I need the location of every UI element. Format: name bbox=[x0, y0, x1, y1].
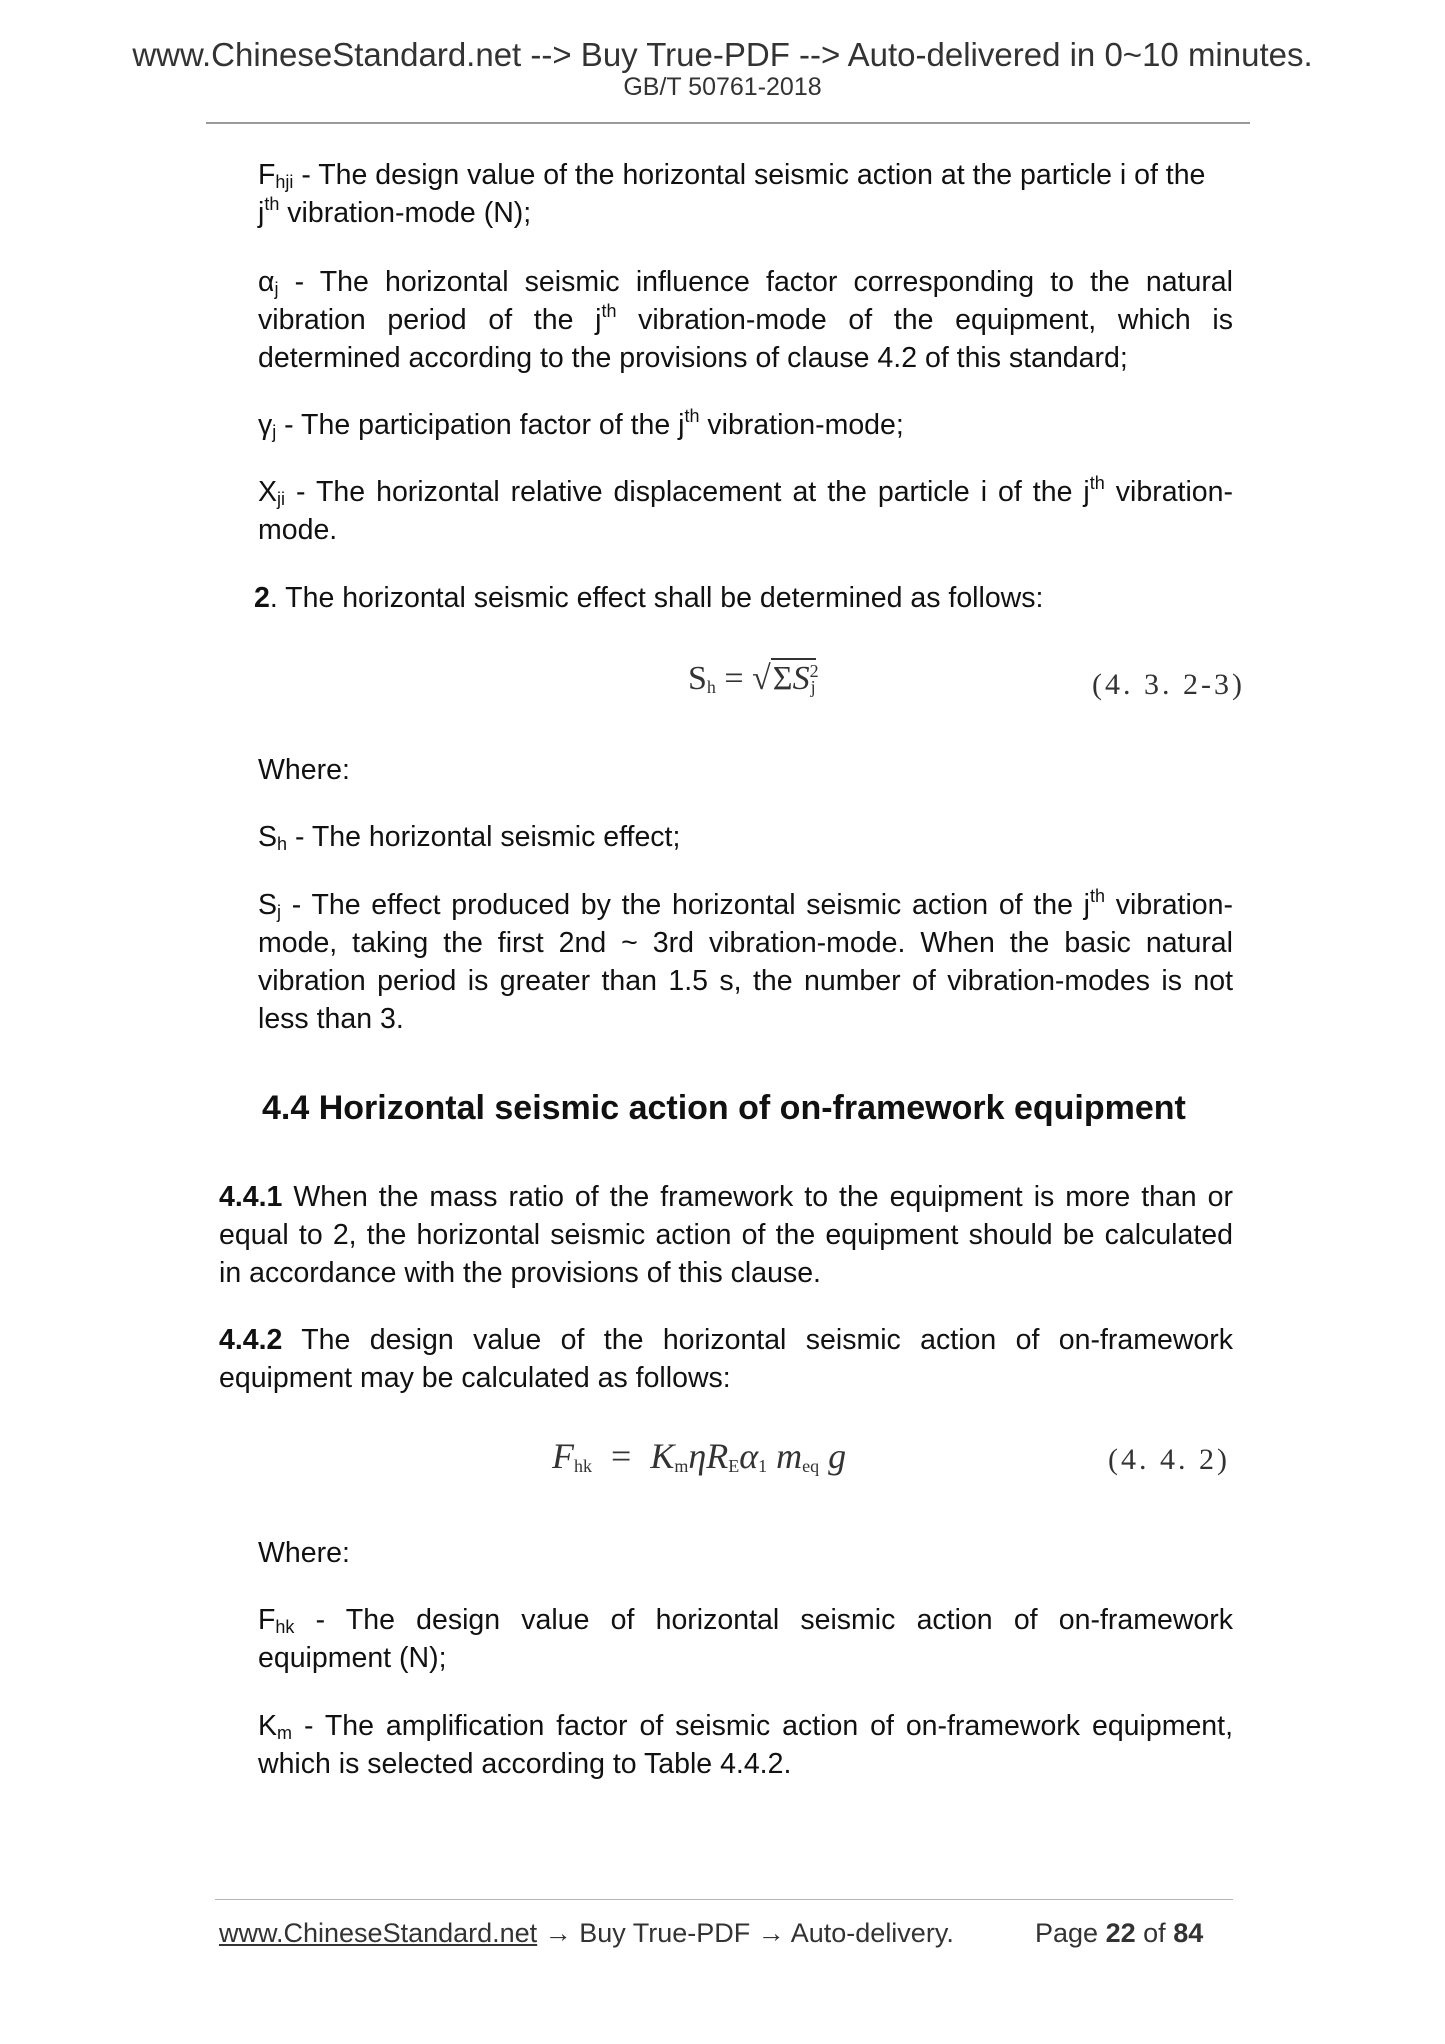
equation-number-4-4-2: (4. 4. 2) bbox=[1108, 1443, 1230, 1476]
definition-text: - The amplification factor of seismic action of on-framework equipment, which is selected according to Table 4.4.2. bbox=[258, 1710, 1233, 1780]
page-number: 22 bbox=[1105, 1918, 1136, 1948]
item-2 bbox=[254, 579, 1229, 617]
formula-var-sup: 2 bbox=[809, 661, 819, 681]
formula-sum: Σ bbox=[772, 660, 793, 697]
clause-4-4-1 bbox=[219, 1178, 1233, 1292]
formula-lhs-sub: h bbox=[706, 677, 716, 697]
symbol: α bbox=[258, 266, 275, 298]
footer-link[interactable]: www.ChineseStandard.net bbox=[219, 1918, 538, 1948]
formula-equals: = bbox=[611, 1436, 632, 1476]
symbol-subscript: j bbox=[277, 902, 282, 922]
symbol-subscript: ji bbox=[277, 489, 286, 509]
definition-text: - The horizontal relative displacement at the particle i of the j bbox=[285, 476, 1090, 508]
definition-sh bbox=[258, 818, 1233, 856]
formula-4-4-2 bbox=[552, 1435, 846, 1477]
definition-text: vibration-mode; bbox=[699, 409, 904, 441]
formula-var: S bbox=[792, 660, 810, 697]
superscript: th bbox=[684, 406, 700, 426]
definition-xji bbox=[258, 473, 1233, 549]
symbol: γ bbox=[258, 409, 273, 441]
formula-lhs-sub: hk bbox=[574, 1456, 592, 1476]
symbol-subscript: m bbox=[277, 1723, 293, 1743]
of-label: of bbox=[1143, 1918, 1166, 1948]
definition-sj bbox=[258, 886, 1233, 1038]
section-heading-4-4: 4.4 Horizontal seismic action of on-framework equipment bbox=[262, 1089, 1186, 1127]
superscript: th bbox=[1090, 886, 1106, 906]
clause-text: When the mass ratio of the framework to the equipment is more than or equal to 2, the horizontal seismic action of the equipment should be calculated in accordance with the provisions of this clause. bbox=[219, 1181, 1233, 1289]
standard-code: GB/T 50761-2018 bbox=[623, 73, 822, 101]
definition-text: - The effect produced by the horizontal seismic action of the j bbox=[281, 889, 1091, 921]
formula-var-sub: j bbox=[810, 677, 816, 697]
formula-k-sub: m bbox=[674, 1456, 689, 1476]
definition-text: - The design value of the horizontal seismic action at the particle i of the j bbox=[258, 159, 1206, 229]
definition-text: vibration-mode (N); bbox=[279, 197, 532, 229]
formula-m: m bbox=[776, 1436, 803, 1476]
symbol: S bbox=[258, 889, 278, 921]
definition-fhji bbox=[258, 156, 1233, 232]
formula-g: g bbox=[828, 1436, 847, 1476]
where-label: Where: bbox=[258, 1537, 350, 1569]
formula-equals: = bbox=[724, 660, 744, 697]
definition-text: - The horizontal seismic influence factor corresponding to the natural vibration period of the j bbox=[258, 266, 1233, 336]
clause-text: The design value of the horizontal seismic action of on-framework equipment may be calculated as follows: bbox=[219, 1324, 1233, 1394]
symbol-subscript: j bbox=[272, 422, 277, 442]
header-banner: www.ChineseStandard.net --> Buy True-PDF --> Auto-delivered in 0~10 minutes. bbox=[132, 36, 1313, 73]
formula-m-sub: eq bbox=[802, 1456, 820, 1476]
formula-radical: √ bbox=[752, 660, 771, 697]
symbol-subscript: h bbox=[277, 834, 288, 854]
superscript: th bbox=[601, 301, 617, 321]
formula-radicand bbox=[771, 658, 819, 697]
symbol-subscript: hji bbox=[275, 172, 294, 192]
symbol: K bbox=[258, 1710, 278, 1742]
footer-left bbox=[219, 1918, 954, 1949]
formula-eta: η bbox=[688, 1436, 707, 1476]
page-label: Page bbox=[1035, 1918, 1099, 1948]
formula-4-3-2-3 bbox=[688, 660, 819, 698]
formula-k: K bbox=[650, 1436, 675, 1476]
symbol: X bbox=[258, 476, 278, 508]
page-indicator bbox=[1035, 1918, 1203, 1949]
equation-number-4-3-2-3: (4. 3. 2-3) bbox=[1092, 668, 1245, 701]
superscript: th bbox=[264, 194, 280, 214]
clause-number: 4.4.2 bbox=[219, 1324, 283, 1356]
definition-text: vibration-mode of the equipment, which is determined according to the provisions of clause 4.2 of this standard; bbox=[258, 304, 1233, 374]
total-pages: 84 bbox=[1173, 1918, 1204, 1948]
formula-r: R bbox=[706, 1436, 729, 1476]
definition-text: - The participation factor of the j bbox=[276, 409, 685, 441]
where-label: Where: bbox=[258, 754, 350, 786]
symbol: S bbox=[258, 821, 278, 853]
clause-number: 4.4.1 bbox=[219, 1181, 283, 1213]
definition-gamma-j bbox=[258, 406, 1233, 444]
definition-fhk bbox=[258, 1601, 1233, 1677]
definition-text: vibration-mode, taking the first 2nd ~ 3rd vibration-mode. When the basic natural vibration period is greater than 1.5 s, the number of vibration-modes is not less than 3. bbox=[258, 889, 1233, 1035]
definition-km bbox=[258, 1707, 1233, 1783]
formula-r-sub: E bbox=[728, 1456, 740, 1476]
item-number: 2 bbox=[254, 582, 270, 614]
header-divider bbox=[206, 122, 1250, 124]
symbol: F bbox=[258, 159, 276, 191]
definition-text: vibration-mode. bbox=[258, 476, 1233, 546]
formula-alpha-sub: 1 bbox=[758, 1456, 768, 1476]
clause-4-4-2 bbox=[219, 1321, 1233, 1397]
formula-alpha: α bbox=[739, 1436, 759, 1476]
item-text: . The horizontal seismic effect shall be determined as follows: bbox=[269, 582, 1044, 614]
symbol-subscript: j bbox=[274, 279, 279, 299]
footer-tail: → Buy True-PDF → Auto-delivery. bbox=[537, 1918, 954, 1948]
definition-alpha-j bbox=[258, 263, 1233, 377]
definition-text: - The design value of horizontal seismic action of on-framework equipment (N); bbox=[258, 1604, 1233, 1674]
symbol: F bbox=[258, 1604, 276, 1636]
symbol-subscript: hk bbox=[275, 1617, 295, 1637]
formula-lhs: S bbox=[688, 660, 707, 697]
footer-divider bbox=[215, 1899, 1233, 1900]
formula-lhs: F bbox=[552, 1436, 574, 1476]
superscript: th bbox=[1089, 473, 1105, 493]
definition-text: - The horizontal seismic effect; bbox=[287, 821, 681, 853]
